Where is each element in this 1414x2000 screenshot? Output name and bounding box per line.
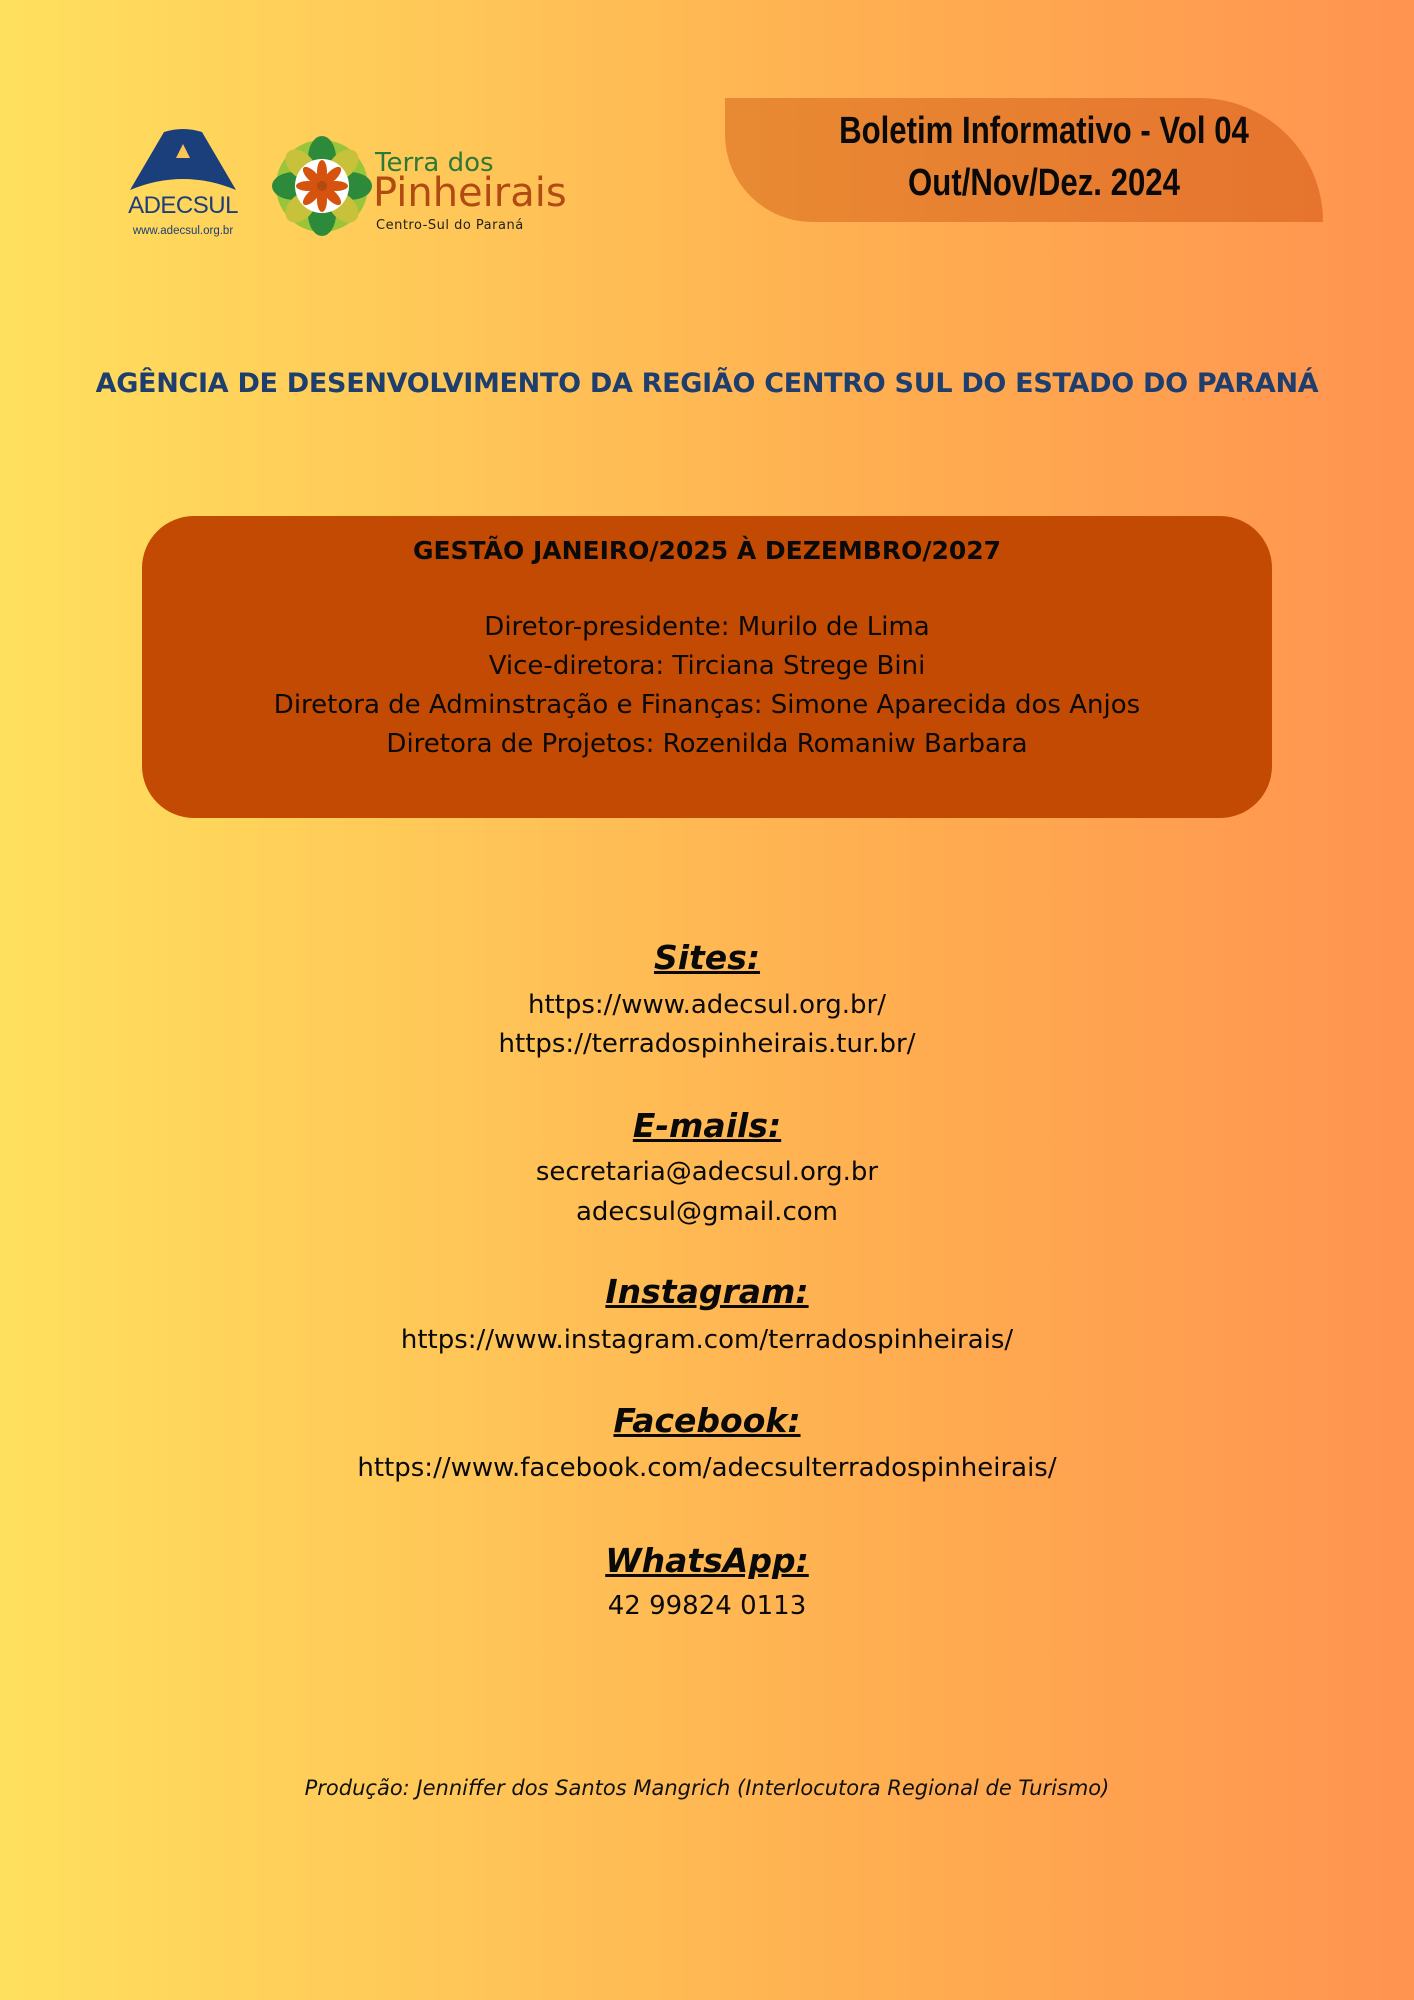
- whatsapp-number[interactable]: 42 99824 0113: [607, 1591, 807, 1621]
- terra-logo-line1: Terra dos: [375, 148, 494, 178]
- sites-heading: Sites:: [653, 938, 761, 977]
- site-link-adecsul[interactable]: https://www.adecsul.org.br/: [528, 990, 886, 1020]
- bulletin-title: Boletim Informativo - Vol 04: [839, 110, 1249, 152]
- terra-logo-line3: Centro-Sul do Paraná: [376, 218, 524, 233]
- pinheirais-flower-icon: [272, 134, 372, 238]
- instagram-link[interactable]: https://www.instagram.com/terradospinheirais/: [400, 1325, 1014, 1355]
- production-credit: Produção: Jenniffer dos Santos Mangrich (Interlocutora Regional de Turismo): [304, 1776, 1110, 1800]
- board-member-finance: Diretora de Adminstração e Finanças: Simone Aparecida dos Anjos: [273, 690, 1141, 720]
- adecsul-logo-website: www.adecsul.org.br: [132, 225, 234, 237]
- management-title: GESTÃO JANEIRO/2025 À DEZEMBRO/2027: [412, 536, 1002, 565]
- adecsul-logo-name: ADECSUL: [128, 192, 238, 219]
- facebook-link[interactable]: https://www.facebook.com/adecsulterradospinheirais/: [357, 1453, 1057, 1483]
- adecsul-a-icon: [126, 128, 240, 192]
- terra-logo-line2: Pinheirais: [373, 170, 567, 216]
- emails-heading: E-mails:: [632, 1106, 782, 1145]
- bulletin-banner: [725, 98, 1323, 222]
- management-box: [142, 516, 1272, 818]
- instagram-heading: Instagram:: [605, 1272, 809, 1311]
- email-link-secretaria[interactable]: secretaria@adecsul.org.br: [535, 1157, 879, 1187]
- terra-dos-pinheirais-logo: [272, 134, 592, 244]
- board-member-projects: Diretora de Projetos: Rozenilda Romaniw Barbara: [386, 729, 1028, 759]
- email-link-gmail[interactable]: adecsul@gmail.com: [576, 1197, 838, 1227]
- bulletin-period: Out/Nov/Dez. 2024: [908, 162, 1180, 204]
- adecsul-logo: [120, 128, 246, 246]
- site-link-terra[interactable]: https://terradospinheirais.tur.br/: [498, 1029, 916, 1059]
- whatsapp-heading: WhatsApp:: [605, 1541, 809, 1580]
- agency-name: AGÊNCIA DE DESENVOLVIMENTO DA REGIÃO CENTRO SUL DO ESTADO DO PARANÁ: [95, 368, 1319, 399]
- board-member-president: Diretor-presidente: Murilo de Lima: [484, 612, 930, 642]
- facebook-heading: Facebook:: [613, 1401, 801, 1440]
- board-member-vice: Vice-diretora: Tirciana Strege Bini: [488, 651, 926, 681]
